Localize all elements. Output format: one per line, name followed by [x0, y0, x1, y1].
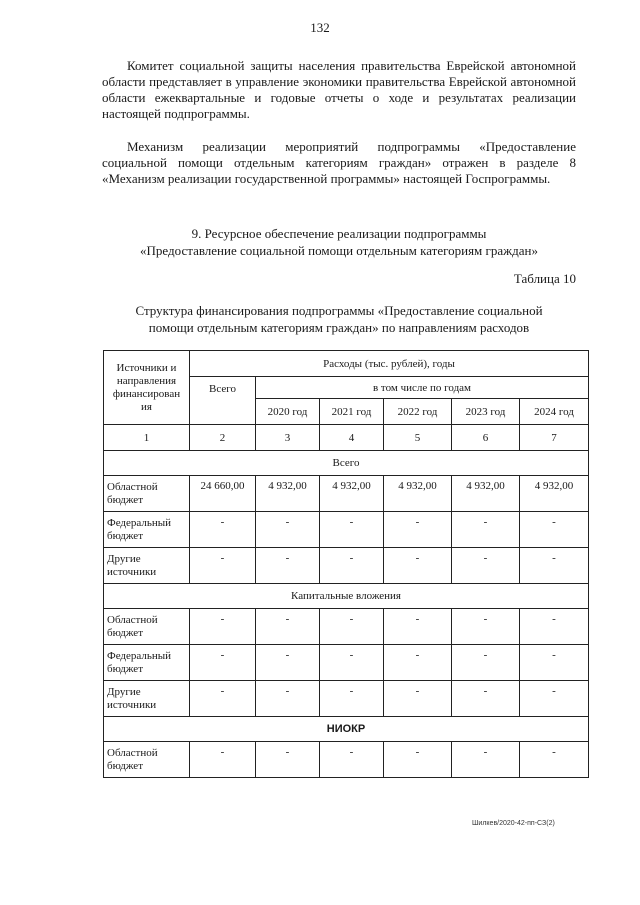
table-cell: - — [452, 512, 520, 548]
paragraph-mechanism: Механизм реализации мероприятий подпрограммы «Предоставление социальной помощи отдельным категориям граждан» отражен в разделе 8 «Механизм реализации государственной программы» настоящей Госпрограммы. — [102, 139, 576, 186]
table-cell: - — [452, 548, 520, 584]
table-cell: 4 932,00 — [320, 476, 384, 512]
header-year: 2022 год — [384, 399, 452, 425]
column-number: 1 — [104, 425, 190, 451]
section-heading-line2: «Предоставление социальной помощи отдельным категориям граждан» — [140, 243, 538, 258]
table-cell: - — [452, 645, 520, 681]
table-cell: - — [190, 548, 256, 584]
table-cell: - — [520, 742, 589, 778]
document-code: Шилкев/2020-42-пп-СЗ(2) — [472, 820, 555, 827]
table-cell: - — [256, 742, 320, 778]
page-number: 132 — [310, 20, 330, 35]
table-cell: 24 660,00 — [190, 476, 256, 512]
table-cell: 4 932,00 — [256, 476, 320, 512]
table-cell: - — [384, 512, 452, 548]
row-source: Федеральный бюджет — [104, 645, 190, 681]
header-expenses: Расходы (тыс. рублей), годы — [190, 351, 589, 377]
table-label: Таблица 10 — [513, 271, 576, 286]
section-title: НИОКР — [104, 717, 589, 742]
column-number: 2 — [190, 425, 256, 451]
header-year: 2023 год — [452, 399, 520, 425]
row-source: Другие источники — [104, 681, 190, 717]
table-cell: - — [320, 681, 384, 717]
table-cell: - — [256, 548, 320, 584]
table-cell: 4 932,00 — [384, 476, 452, 512]
table-cell: - — [256, 609, 320, 645]
table-cell: - — [320, 645, 384, 681]
table-cell: 4 932,00 — [452, 476, 520, 512]
table-cell: - — [190, 645, 256, 681]
section-title: Всего — [104, 451, 589, 476]
table-cell: - — [452, 742, 520, 778]
table-cell: - — [190, 742, 256, 778]
table-cell: - — [520, 548, 589, 584]
table-cell: - — [190, 512, 256, 548]
table-cell: - — [384, 548, 452, 584]
column-number: 3 — [256, 425, 320, 451]
table-cell: - — [190, 609, 256, 645]
header-year: 2021 год — [320, 399, 384, 425]
table-cell: - — [256, 512, 320, 548]
table-cell: - — [452, 609, 520, 645]
table-cell: - — [384, 645, 452, 681]
header-year: 2024 год — [520, 399, 589, 425]
table-caption-line2: помощи отдельным категориям граждан» по направлениям расходов — [148, 320, 530, 335]
section-heading-line1: 9. Ресурсное обеспечение реализации подпрограммы — [191, 226, 487, 241]
header-total: Всего — [190, 377, 256, 425]
table-cell: - — [320, 742, 384, 778]
column-number: 6 — [452, 425, 520, 451]
table-cell: 4 932,00 — [520, 476, 589, 512]
table-cell: - — [256, 681, 320, 717]
column-number: 5 — [384, 425, 452, 451]
header-sources: Источники и направления финансирован ия — [104, 351, 190, 425]
table-cell: - — [520, 512, 589, 548]
table-caption-line1: Структура финансирования подпрограммы «Предоставление социальной — [135, 303, 543, 318]
table-cell: - — [320, 548, 384, 584]
section-heading — [92, 225, 586, 259]
row-source: Областной бюджет — [104, 476, 190, 512]
header-by-years: в том числе по годам — [256, 377, 589, 399]
financing-table — [103, 350, 589, 778]
table-cell: - — [320, 609, 384, 645]
table-cell: - — [520, 645, 589, 681]
table-cell: - — [520, 609, 589, 645]
table-cell: - — [320, 512, 384, 548]
table-cell: - — [452, 681, 520, 717]
table-cell: - — [520, 681, 589, 717]
table-cell: - — [256, 645, 320, 681]
paragraph-reporting: Комитет социальной защиты населения правительства Еврейской автономной области представляет в управление экономики правительства Еврейской автономной области ежеквартальные и годовые отчеты о ходе и результатах реализации настоящей подпрограммы. — [102, 58, 576, 121]
table-cell: - — [384, 742, 452, 778]
column-number: 7 — [520, 425, 589, 451]
column-number: 4 — [320, 425, 384, 451]
table-cell: - — [190, 681, 256, 717]
row-source: Областной бюджет — [104, 609, 190, 645]
section-title: Капитальные вложения — [104, 584, 589, 609]
table-caption — [92, 302, 586, 336]
row-source: Федеральный бюджет — [104, 512, 190, 548]
row-source: Областной бюджет — [104, 742, 190, 778]
table-cell: - — [384, 681, 452, 717]
table-cell: - — [384, 609, 452, 645]
header-year: 2020 год — [256, 399, 320, 425]
row-source: Другие источники — [104, 548, 190, 584]
